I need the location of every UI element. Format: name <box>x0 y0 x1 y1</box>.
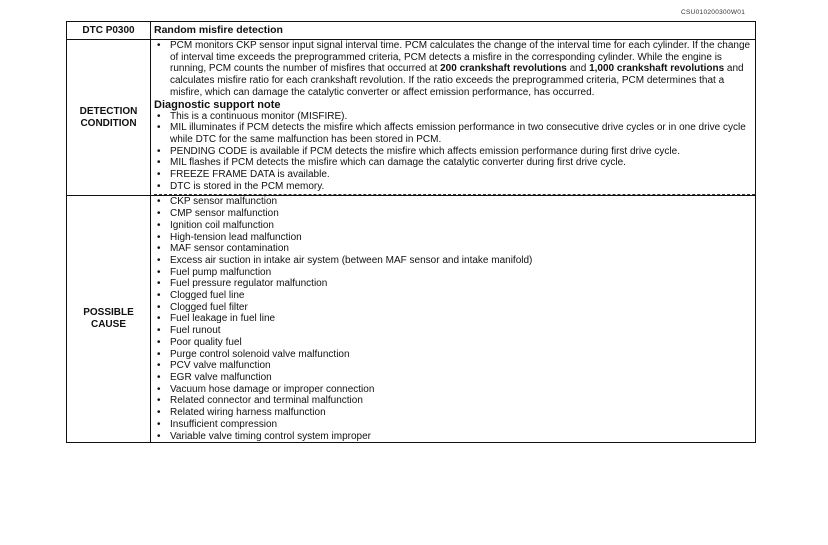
cause-content <box>151 196 756 443</box>
detection-main-text <box>154 40 755 99</box>
detection-main-list <box>154 40 755 99</box>
support-note-item: • MIL flashes if PCM detects the misfire which can damage the catalytic converter during first drive cycle. <box>154 157 755 169</box>
header-row <box>67 22 756 40</box>
support-note-item: • PENDING CODE is available if PCM detects the misfire which affects emission performance during first drive cycle. <box>154 146 755 158</box>
document-code: CSU010200300W01 <box>681 9 746 16</box>
cause-item: • Excess air suction in intake air system (between MAF sensor and intake manifold) <box>154 255 755 267</box>
cause-item: • Variable valve timing control system improper <box>154 431 755 443</box>
cause-label-line2: CAUSE <box>90 319 126 331</box>
dtc-table <box>66 21 756 443</box>
cause-label-line1: POSSIBLE <box>83 307 134 319</box>
cause-item: • Purge control solenoid valve malfunction <box>154 349 755 361</box>
main-text-bold-1: 200 crankshaft revolutions <box>440 63 567 75</box>
cause-item: • EGR valve malfunction <box>154 372 755 384</box>
support-notes-list <box>154 111 755 193</box>
support-note-item: • DTC is stored in the PCM memory. <box>154 181 755 193</box>
cause-item: • Related wiring harness malfunction <box>154 407 755 419</box>
main-text-c: and calculates misfire ratio for each crankshaft revolution. If the ratio exceeds the preprogrammed criteria, PCM determines that a misfire, which can damage the catalytic converter or affect emission performance, has occurred. <box>170 63 744 98</box>
cause-item: • Related connector and terminal malfunction <box>154 395 755 407</box>
cause-item: • Vacuum hose damage or improper connection <box>154 384 755 396</box>
cause-item: • High-tension lead malfunction <box>154 232 755 244</box>
cause-item: • Poor quality fuel <box>154 337 755 349</box>
detection-label-line1: DETECTION <box>79 105 138 117</box>
cause-item: • Clogged fuel line <box>154 290 755 302</box>
cause-item: • CMP sensor malfunction <box>154 208 755 220</box>
cause-item: • Fuel pressure regulator malfunction <box>154 278 755 290</box>
cause-item: • Insufficient compression <box>154 419 755 431</box>
cause-item: • Fuel runout <box>154 325 755 337</box>
main-text-a: PCM monitors CKP sensor input signal interval time. PCM calculates the change of the interval time for each cylinder. If the change of interval time exceeds the preprogrammed criteria, PCM detects a misfire in the corresponding cylinder. While the engine is running, PCM counts the number of misfires that occurred at <box>170 40 751 75</box>
detection-label-line2: CONDITION <box>80 117 137 129</box>
cause-label <box>67 196 151 443</box>
cause-list <box>154 196 755 442</box>
detection-label <box>67 40 151 196</box>
detection-content <box>151 40 756 196</box>
support-note-item: • MIL illuminates if PCM detects the misfire which affects emission performance in two consecutive drive cycles or in one drive cycle while DTC for the same malfunction has been stored in PCM. <box>154 122 755 145</box>
cause-item: • Ignition coil malfunction <box>154 220 755 232</box>
cause-row <box>67 196 756 443</box>
main-text-bold-2: 1,000 crankshaft revolutions <box>589 63 725 75</box>
main-text-and: and <box>566 63 590 75</box>
support-note-heading: Diagnostic support note <box>154 98 281 111</box>
cause-item: • PCV valve malfunction <box>154 360 755 372</box>
cause-item: • MAF sensor contamination <box>154 243 755 255</box>
detection-row <box>67 40 756 196</box>
cause-item: • Fuel leakage in fuel line <box>154 313 755 325</box>
support-note-item: • This is a continuous monitor (MISFIRE). <box>154 111 755 123</box>
support-note-item: • FREEZE FRAME DATA is available. <box>154 169 755 181</box>
cause-item: • Fuel pump malfunction <box>154 267 755 279</box>
cause-item: • CKP sensor malfunction <box>154 196 755 208</box>
dtc-title-cell: Random misfire detection <box>151 22 756 40</box>
dtc-code-cell: DTC P0300 <box>67 22 151 40</box>
cause-item: • Clogged fuel filter <box>154 302 755 314</box>
